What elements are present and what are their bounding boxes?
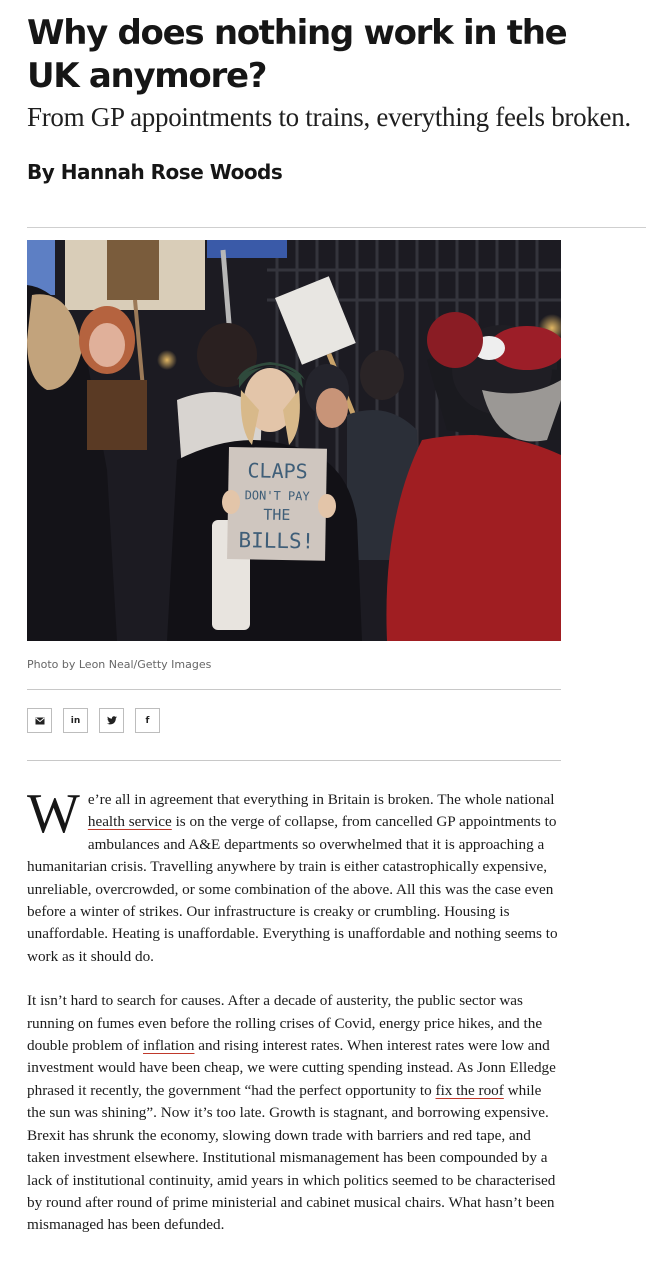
share-facebook-button[interactable] [135,708,160,733]
fix-the-roof-link[interactable]: fix the roof [435,1081,504,1099]
linkedin-icon: in [70,715,81,726]
sign-text-line-4: BILLS! [238,528,315,554]
share-linkedin-button[interactable] [63,708,88,733]
paragraph-2: It isn’t hard to search for causes. After a decade of austerity, the public sector was running on fumes even before the rolling crises of Covid, energy price hikes, and the double problem of inflation and rising interest rates. When interest rates were low and investment would have been cheap, we were cutting spending instead. As Jonn Elledge phrased it recently, the government “had the perfect opportunity to fix the roof while the sun was shining”. Now it’s too late. Growth is stagnant, and borrowing expensive. Brexit has shrunk the economy, slowing down trade with barriers and red tape, and taken investment elsewhere. Institutional mismanagement has been compounded by a lack of institutional continuity, amid years in which politics seemed to be characterised by round after round of prime ministerial and cabinet musical chairs. What hasn’t been mismanaged has been defunded. [27,992,556,1234]
divider [27,227,646,228]
health-service-link[interactable]: health service [87,813,172,831]
sign-text-line-3: THE [263,505,291,525]
share-email-button[interactable] [27,708,52,733]
inflation-link[interactable]: inflation [143,1037,195,1055]
article-headline: Why does nothing work in the UK anymore? [27,13,567,96]
drop-cap: W [27,783,80,845]
photo-caption: Photo by Leon Neal/Getty Images [27,658,212,671]
divider [27,689,561,690]
article-byline[interactable]: By Hannah Rose Woods [27,160,283,184]
paragraph-1: We’re all in agreement that everything in Britain is broken. The whole national health service is on the verge of collapse, from cancelled GP appointments to ambulances and A&E departments so overwhelmed that it is approaching a humanitarian crisis. Travelling anywhere by train is either catastrophically expensive, unreliable, overcrowded, or some combination of the above. All this was the case even before a winter of strikes. Our infrastructure is creaky or crumbling. Housing is unaffordable. Heating is unaffordable. Everything is unaffordable and nothing seems to work as it should do. [27,783,558,965]
share-twitter-button[interactable] [99,708,124,733]
article-body [27,783,561,1259]
article-subheadline: From GP appointments to trains, everything feels broken. [27,102,631,132]
article-photo [27,240,561,641]
protest-photo-illustration [27,240,561,641]
twitter-icon [107,716,117,725]
sign-text-line-2: DON'T PAY [244,488,310,504]
sign-text-line-1: CLAPS [247,458,308,484]
divider [27,760,561,761]
share-bar [27,708,160,733]
facebook-icon: f [145,715,150,726]
mail-icon [35,717,45,725]
